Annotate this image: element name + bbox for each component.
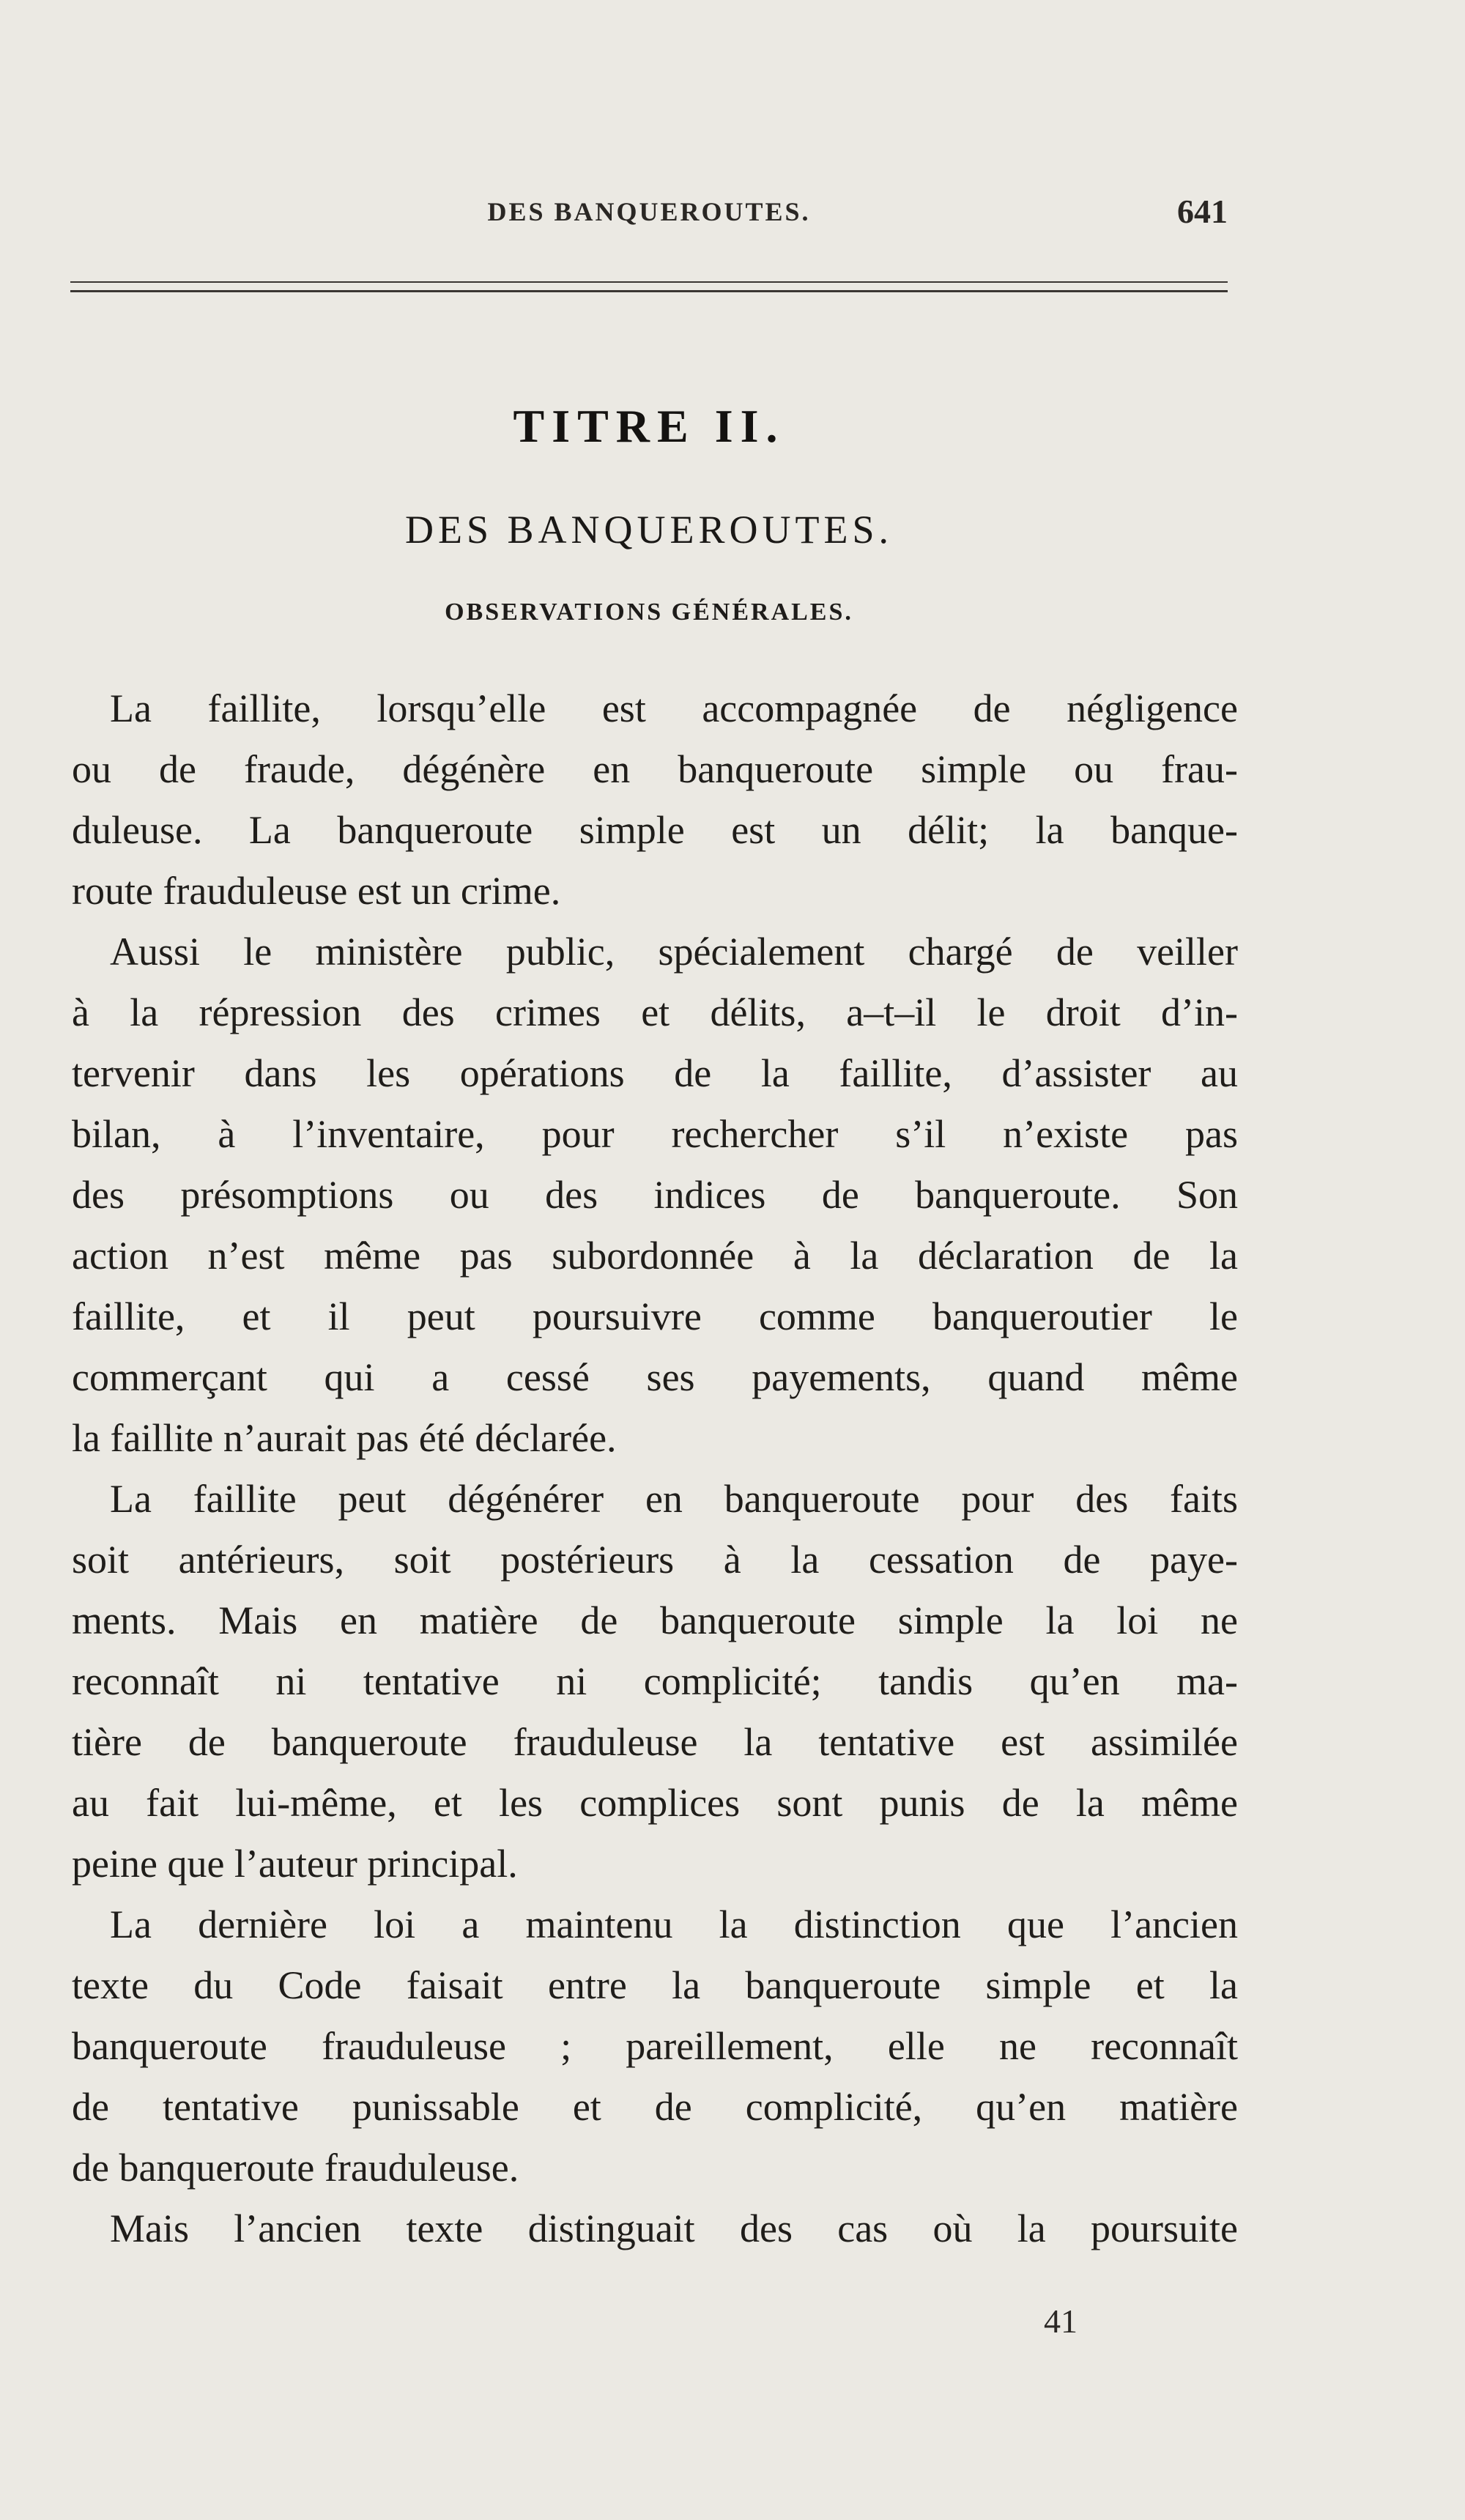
running-head [70,193,1228,240]
text-line: texte du Code faisait entre la banqueroute simple et la [72,1963,1238,2007]
text-line: reconnaît ni tentative ni complicité; tandis qu’en ma- [72,1659,1238,1703]
text-line: tière de banqueroute frauduleuse la tentative est assimilée [72,1720,1238,1764]
text-line: des présomptions ou des indices de banqueroute. Son [72,1173,1238,1217]
text-line: duleuse. La banqueroute simple est un délit; la banque- [72,808,1238,852]
header-rule-thick [70,290,1228,292]
header-rule-thin [70,281,1228,283]
text-line: action n’est même pas subordonnée à la déclaration de la [72,1234,1238,1278]
text-line: La faillite, lorsqu’elle est accompagnée de négligence [110,686,1238,730]
text-line: La dernière loi a maintenu la distinction que l’ancien [110,1902,1238,1946]
signature-mark: 41 [1044,2302,1078,2340]
text-line: Aussi le ministère public, spécialement chargé de veiller [110,930,1238,974]
text-line: faillite, et il peut poursuivre comme banqueroutier le [72,1294,1238,1338]
title-subheading: DES BANQUEROUTES. [404,508,894,552]
text-line: au fait lui-même, et les complices sont punis de la même [72,1781,1238,1825]
text-line: La faillite peut dégénérer en banqueroute pour des faits [110,1477,1238,1521]
text-line: de banqueroute frauduleuse. [72,2146,519,2190]
text-line: soit antérieurs, soit postérieurs à la cessation de paye- [72,1538,1238,1582]
text-line: Mais l’ancien texte distinguait des cas où la poursuite [110,2206,1238,2250]
body-text [72,678,1238,2259]
title-heading: TITRE II. [513,400,785,452]
text-line: de tentative punissable et de complicité, qu’en matière [72,2085,1238,2129]
text-line: la faillite n’aurait pas été déclarée. [72,1416,617,1460]
text-line: à la répression des crimes et délits, a–t–il le droit d’in- [72,990,1238,1034]
running-head-title: DES BANQUEROUTES. [487,197,811,226]
page-number: 641 [1177,193,1228,230]
text-line: ments. Mais en matière de banqueroute simple la loi ne [72,1598,1238,1642]
text-line: tervenir dans les opérations de la faillite, d’assister au [72,1051,1238,1095]
text-line: ou de fraude, dégénère en banqueroute simple ou frau- [72,747,1238,791]
text-line: route frauduleuse est un crime. [72,869,561,913]
text-line: bilan, à l’inventaire, pour rechercher s’il n’existe pas [72,1112,1238,1156]
text-line: peine que l’auteur principal. [72,1842,518,1886]
text-line: banqueroute frauduleuse ; pareillement, elle ne reconnaît [72,2024,1238,2068]
section-heading: OBSERVATIONS GÉNÉRALES. [445,598,853,626]
text-line: commerçant qui a cessé ses payements, quand même [72,1355,1238,1399]
